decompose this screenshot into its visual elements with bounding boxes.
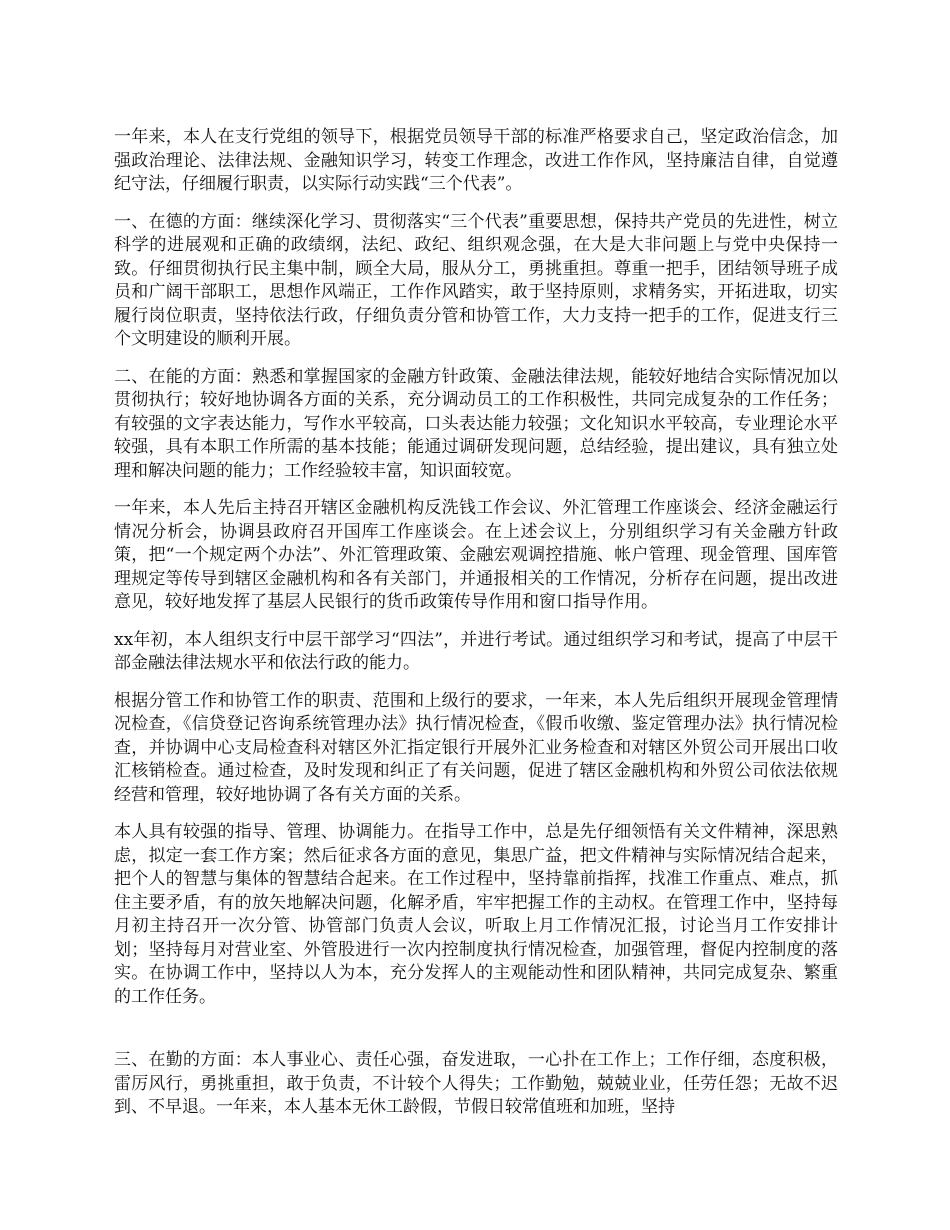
paragraph-morality: 一、在德的方面：继续深化学习、贯彻落实“三个代表”重要思想，保持共产党员的先进性，树立科学的进展观和正确的政绩纲，法纪、政纪、组织观念强，在大是大非问题上与党中央保持一致。仔细贯彻执行民主集中制，顾全大局，服从分工，勇挑重担。尊重一把手，团结领导班子成员和广阔干部职工，思想作风端正，工作作风踏实，敢于坚持原则，求精务实，开拓进取，切实履行岗位职责，坚持依法行政，仔细负责分管和协管工作，大力支持一把手的工作，促进支行三个文明建设的顺利开展。 [114, 211, 838, 349]
paragraph-ability: 二、在能的方面：熟悉和掌握国家的金融方针政策、金融法律法规，能较好地结合实际情况加以贯彻执行；较好地协调各方面的关系，充分调动员工的工作积极性，共同完成复杂的工作任务；有较强的文字表达能力，写作水平较高，口头表达能力较强；文化知识水平较高，专业理论水平较强，具有本职工作所需的基本技能；能通过调研发现问题，总结经验，提出建议，具有独立处理和解决问题的能力；工作经验较丰富，知识面较宽。 [114, 366, 838, 481]
paragraph-study-exam: xx年初，本人组织支行中层干部学习“四法”，并进行考试。通过组织学习和考试，提高了中层干部金融法律法规水平和依法行政的能力。 [114, 629, 838, 673]
paragraph-diligence: 三、在勤的方面：本人事业心、责任心强，奋发进取，一心扑在工作上；工作仔细，态度积极，雷厉风行，勇挑重担，敢于负责，不计较个人得失；工作勤勉，兢兢业业，任劳任怨；无故不迟到、不早退。一年来，本人基本无休工龄假，节假日较常值班和加班，坚持 [114, 1050, 838, 1117]
paragraph-meetings: 一年来，本人先后主持召开辖区金融机构反洗钱工作会议、外汇管理工作座谈会、经济金融运行情况分析会，协调县政府召开国库工作座谈会。在上述会议上，分别组织学习有关金融方针政策，把“一个规定两个办法”、外汇管理政策、金融宏观调控措施、帐户管理、现金管理、国库管理规定等传导到辖区金融机构和各有关部门，并通报相关的工作情况，分析存在问题，提出改进意见，较好地发挥了基层人民银行的货币政策传导作用和窗口指导作用。 [114, 498, 838, 612]
paragraph-inspections: 根据分管工作和协管工作的职责、范围和上级行的要求，一年来，本人先后组织开展现金管理情况检查，《信贷登记咨询系统管理办法》执行情况检查，《假币收缴、鉴定管理办法》执行情况检查，并协调中心支局检查科对辖区外汇指定银行开展外汇业务检查和对辖区外贸公司开展出口收汇核销检查。通过检查，及时发现和纠正了有关问题，促进了辖区金融机构和外贸公司依法依规经营和管理，较好地协调了各有关方面的关系。 [114, 690, 838, 805]
document-body [114, 126, 838, 1134]
paragraph-coordination: 本人具有较强的指导、管理、协调能力。在指导工作中，总是先仔细领悟有关文件精神，深思熟虑，拟定一套工作方案；然后征求各方面的意见，集思广益，把文件精神与实际情况结合起来，把个人的智慧与集体的智慧结合起来。在工作过程中，坚持靠前指挥，找准工作重点、难点，抓住主要矛盾，有的放矢地解决问题，化解矛盾，牢牢把握工作的主动权。在管理工作中，坚持每月初主持召开一次分管、协管部门负责人会议，听取上月工作情况汇报，讨论当月工作安排计划；坚持每月对营业室、外管股进行一次内控制度执行情况检查，加强管理，督促内控制度的落实。在协调工作中，坚持以人为本，充分发挥人的主观能动性和团队精神，共同完成复杂、繁重的工作任务。 [114, 822, 838, 1007]
paragraph-intro: 一年来，本人在支行党组的领导下，根据党员领导干部的标准严格要求自己，坚定政治信念，加强政治理论、法律法规、金融知识学习，转变工作理念，改进工作作风，坚持廉洁自律，自觉遵纪守法，仔细履行职责，以实际行动实践“三个代表”。 [114, 127, 838, 194]
